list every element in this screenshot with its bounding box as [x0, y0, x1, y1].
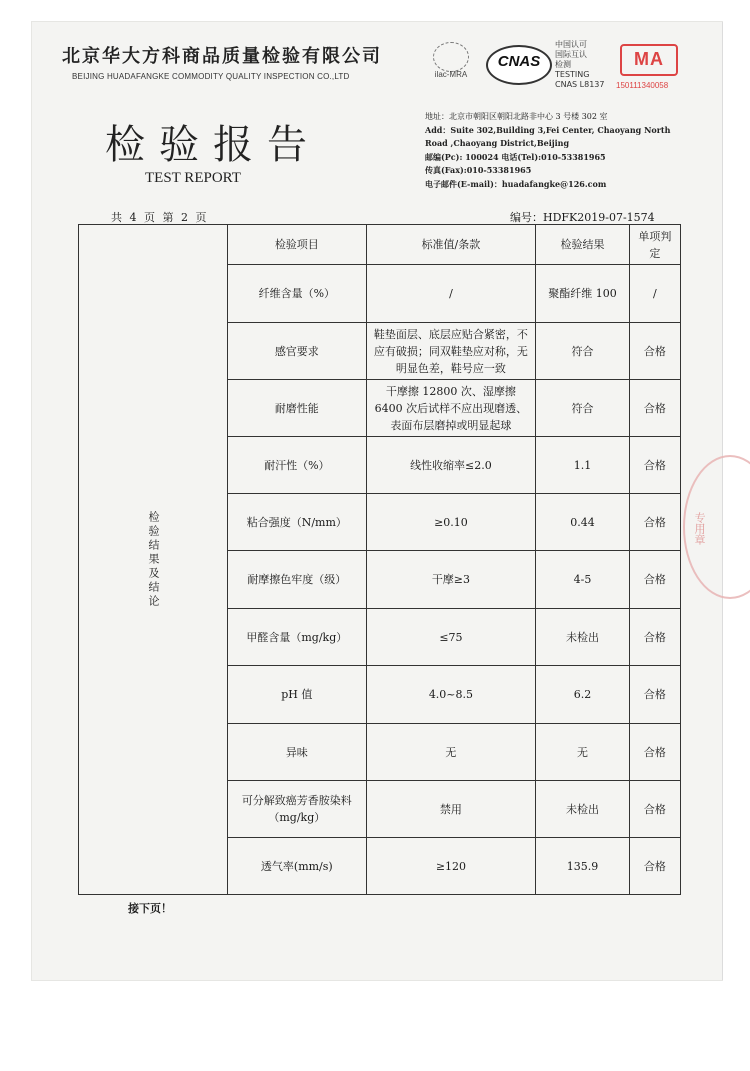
cma-number: 150111340058 [616, 81, 669, 90]
ilac-globe-icon [433, 42, 469, 72]
cell-item: 耐摩擦色牢度（级） [228, 551, 367, 609]
cell-standard: 无 [366, 724, 536, 781]
cell-result: 135.9 [536, 838, 630, 895]
address-en [425, 124, 675, 138]
cell-verdict: 合格 [629, 380, 680, 437]
cell-verdict: 合格 [629, 609, 680, 666]
cell-result: 未检出 [536, 609, 630, 666]
cnas-info-line: 国际互认 [555, 50, 587, 59]
page-count: 共 4 页 第 2 页 [111, 211, 209, 224]
fax [425, 164, 675, 178]
cma-label: MA [634, 49, 664, 69]
side-label: 检验结果及结论 [147, 510, 160, 609]
ilac-label: ilac-MRA [434, 70, 468, 79]
postcode-phone-text: 邮编(Pc): 100024 电话(Tel):010-53381965 [425, 151, 606, 162]
cell-result: 符合 [536, 323, 630, 380]
contact-block [425, 110, 675, 191]
cell-verdict: 合格 [629, 781, 680, 838]
header-item: 检验项目 [228, 225, 367, 265]
cell-item: pH 值 [228, 666, 367, 724]
cnas-info-line: CNAS L8137 [555, 80, 605, 89]
cell-result: 无 [536, 724, 630, 781]
company-name-en: BEIJING HUADAFANGKE COMMODITY QUALITY INSPECTION CO.,LTD [72, 72, 350, 81]
address-en-cont [425, 137, 675, 151]
side-label-cell [79, 225, 228, 895]
cell-result: 聚酯纤维 100 [536, 265, 630, 323]
cell-verdict: 合格 [629, 724, 680, 781]
email-text: 电子邮件(E-mail)：huadafangke@126.com [425, 178, 607, 189]
cell-result: 6.2 [536, 666, 630, 724]
cell-item: 甲醛含量（mg/kg） [228, 609, 367, 666]
report-title-en: TEST REPORT [145, 170, 241, 186]
cell-standard: 线性收缩率≤2.0 [366, 437, 536, 494]
email [425, 178, 675, 192]
cell-item: 纤维含量（%） [228, 265, 367, 323]
cell-result: 符合 [536, 380, 630, 437]
cell-item: 耐磨性能 [228, 380, 367, 437]
cell-standard: 干摩≥3 [366, 551, 536, 609]
cell-verdict: 合格 [629, 494, 680, 551]
cell-standard: ≥120 [366, 838, 536, 895]
cell-result: 4-5 [536, 551, 630, 609]
cell-standard: 干摩擦 12800 次、湿摩擦 6400 次后试样不应出现磨透、表面布层磨掉或明显起球 [366, 380, 536, 437]
cell-standard: / [366, 265, 536, 323]
cell-standard: 4.0~8.5 [366, 666, 536, 724]
cnas-logo [486, 45, 552, 85]
cell-standard: ≥0.10 [366, 494, 536, 551]
cell-item: 感官要求 [228, 323, 367, 380]
cma-logo [620, 44, 678, 76]
address-cn: 地址：北京市朝阳区朝阳北路非中心 3 号楼 302 室 [425, 112, 608, 121]
cell-verdict: / [629, 265, 680, 323]
cell-verdict: 合格 [629, 666, 680, 724]
cell-standard: ≤75 [366, 609, 536, 666]
cell-result: 0.44 [536, 494, 630, 551]
cell-item: 异味 [228, 724, 367, 781]
cell-verdict: 合格 [629, 437, 680, 494]
address-en-text: Add：Suite 302,Building 3,Fei Center, Chaoyang North [425, 124, 671, 135]
cell-item: 耐汗性（%） [228, 437, 367, 494]
ilac-logo [425, 42, 477, 84]
cell-item: 透气率(mm/s) [228, 838, 367, 895]
cell-item: 可分解致癌芳香胺染料（mg/kg） [228, 781, 367, 838]
cnas-info-line: TESTING [555, 70, 590, 79]
postcode-phone [425, 151, 675, 165]
seal-text: 专用章 [693, 512, 706, 545]
cell-verdict: 合格 [629, 323, 680, 380]
address-en-cont-text: Road ,Chaoyang District,Beijing [425, 138, 570, 148]
company-name-cn: 北京华大方科商品质量检验有限公司 [62, 46, 382, 67]
cell-standard: 鞋垫面层、底层应贴合紧密，不应有破损；同双鞋垫应对称，无明显色差，鞋号应一致 [366, 323, 536, 380]
cnas-info-line: 中国认可 [555, 40, 587, 49]
table-header-row [79, 225, 681, 265]
cell-result: 未检出 [536, 781, 630, 838]
report-serial: 编号：HDFK2019-07-1574 [510, 211, 655, 224]
cnas-label: CNAS [497, 53, 541, 70]
cell-item: 粘合强度（N/mm） [228, 494, 367, 551]
header-standard: 标准值/条款 [366, 225, 536, 265]
header-result: 检验结果 [536, 225, 630, 265]
report-title-cn: 检验报告 [105, 122, 321, 168]
cell-verdict: 合格 [629, 551, 680, 609]
header-verdict: 单项判定 [629, 225, 680, 265]
continued-note: 接下页！ [128, 902, 172, 915]
cell-standard: 禁用 [366, 781, 536, 838]
cell-verdict: 合格 [629, 838, 680, 895]
fax-text: 传真(Fax):010-53381965 [425, 165, 532, 175]
results-table [78, 224, 681, 895]
cell-result: 1.1 [536, 437, 630, 494]
cnas-info [555, 40, 604, 90]
cnas-info-line: 检测 [555, 60, 571, 69]
